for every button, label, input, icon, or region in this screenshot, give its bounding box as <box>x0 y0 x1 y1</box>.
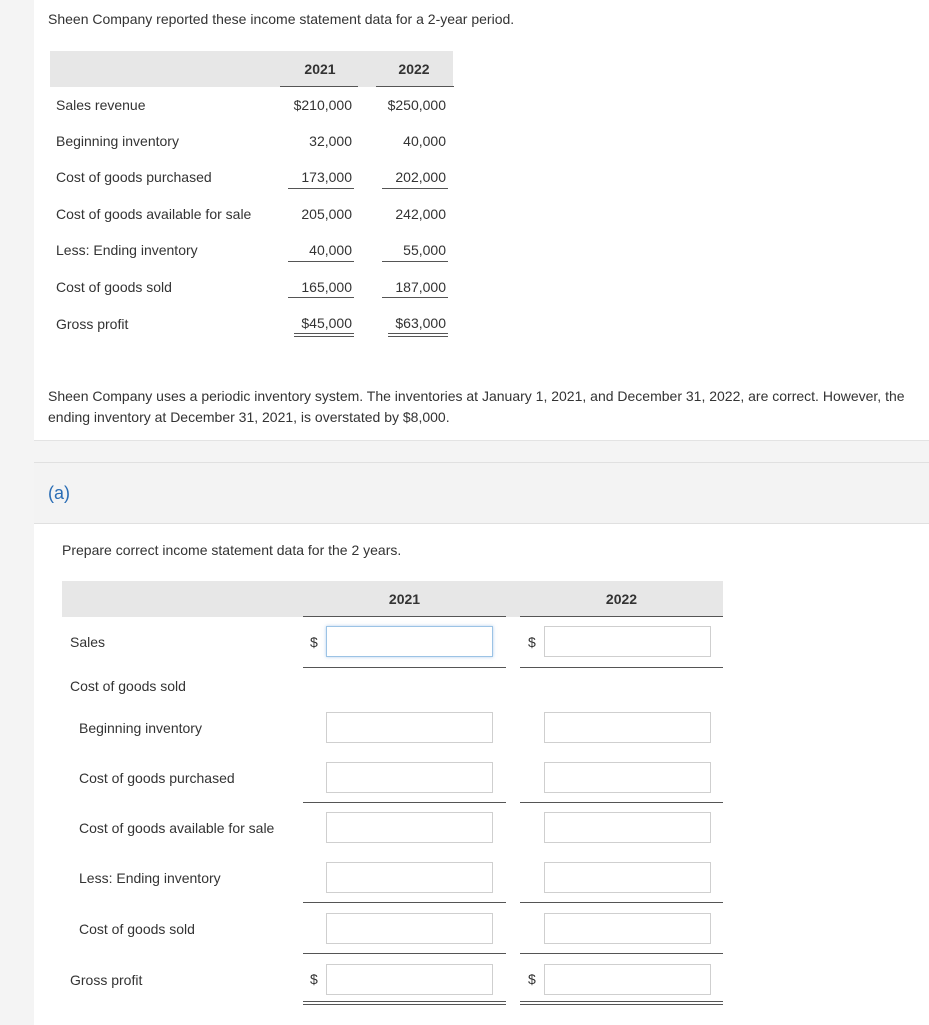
answer-header-year-2022: 2022 <box>605 591 638 607</box>
value-gross-2021: $45,000 <box>301 315 352 331</box>
value-available-2022: 242,000 <box>395 206 446 222</box>
ending-inventory-2021-input[interactable] <box>326 862 493 893</box>
beginning-inventory-2022-input[interactable] <box>544 712 711 743</box>
value-cogs-2022: 187,000 <box>395 279 446 295</box>
answer-header-year-2021: 2021 <box>388 591 421 607</box>
underline <box>288 297 354 298</box>
row-label-gross-profit: Gross profit <box>56 316 129 332</box>
part-a-card <box>34 462 929 1025</box>
value-beginning-2021: 32,000 <box>309 133 352 149</box>
problem-card <box>34 0 929 441</box>
underline <box>382 188 448 189</box>
underline <box>520 667 723 668</box>
cost-available-2022-input[interactable] <box>544 812 711 843</box>
part-a-instruction: Prepare correct income statement data for the 2 years. <box>62 542 402 558</box>
underline <box>382 261 448 262</box>
underline <box>303 667 506 668</box>
problem-intro: Sheen Company reported these income statement data for a 2-year period. <box>48 11 515 27</box>
value-ending-2021: 40,000 <box>309 242 352 258</box>
gross-profit-2022-input[interactable] <box>544 964 711 995</box>
header-underline-2021 <box>280 86 358 87</box>
row-label-cost-available: Cost of goods available for sale <box>56 206 252 222</box>
beginning-inventory-2021-input[interactable] <box>326 712 493 743</box>
double-underline <box>303 1001 506 1005</box>
underline <box>520 902 723 903</box>
double-underline <box>520 1001 723 1005</box>
cost-purchased-2021-input[interactable] <box>326 762 493 793</box>
dollar-sign: $ <box>528 634 536 650</box>
dollar-sign: $ <box>310 634 318 650</box>
value-cogs-2021: 165,000 <box>301 279 352 295</box>
row-label-cogs: Cost of goods sold <box>56 279 172 295</box>
cogs-2022-input[interactable] <box>544 913 711 944</box>
value-purchased-2022: 202,000 <box>395 169 446 185</box>
header-year-2022: 2022 <box>398 61 430 77</box>
value-gross-2022: $63,000 <box>395 315 446 331</box>
value-beginning-2022: 40,000 <box>403 133 446 149</box>
row-label-ending-inventory: Less: Ending inventory <box>56 242 198 258</box>
answer-label-ending-inventory: Less: Ending inventory <box>79 870 221 886</box>
sales-2021-input[interactable] <box>326 626 493 657</box>
answer-label-sales: Sales <box>70 634 106 650</box>
underline <box>520 802 723 803</box>
row-label-sales-revenue: Sales revenue <box>56 97 146 113</box>
sales-2022-input[interactable] <box>544 626 711 657</box>
underline <box>303 616 506 617</box>
row-label-cost-purchased: Cost of goods purchased <box>56 169 212 185</box>
ending-inventory-2022-input[interactable] <box>544 862 711 893</box>
answer-label-cost-purchased: Cost of goods purchased <box>79 770 235 786</box>
gross-profit-2021-input[interactable] <box>326 964 493 995</box>
answer-label-cogs: Cost of goods sold <box>79 921 195 937</box>
problem-paragraph: Sheen Company uses a periodic inventory system. The inventories at January 1, 2021, and December 31, 2022, are correct. However, the ending inventory at December 31, 2021, is overstated by $8,000. <box>48 388 905 425</box>
value-purchased-2021: 173,000 <box>301 169 352 185</box>
answer-label-cost-available: Cost of goods available for sale <box>79 820 275 836</box>
cogs-2021-input[interactable] <box>326 913 493 944</box>
underline <box>288 188 354 189</box>
part-a-label: (a) <box>48 483 70 503</box>
header-year-2021: 2021 <box>304 61 336 77</box>
value-available-2021: 205,000 <box>301 206 352 222</box>
value-sales-2021: $210,000 <box>293 97 352 113</box>
underline <box>303 953 506 954</box>
underline <box>520 616 723 617</box>
dollar-sign: $ <box>310 971 318 987</box>
double-underline <box>294 333 354 337</box>
underline <box>303 802 506 803</box>
header-underline-2022 <box>376 86 454 87</box>
underline <box>382 297 448 298</box>
answer-label-gross-profit: Gross profit <box>70 972 143 988</box>
dollar-sign: $ <box>528 971 536 987</box>
underline <box>288 261 354 262</box>
value-sales-2022: $250,000 <box>387 97 446 113</box>
answer-label-beginning-inventory: Beginning inventory <box>79 720 202 736</box>
row-label-beginning-inventory: Beginning inventory <box>56 133 179 149</box>
answer-label-cogs-heading: Cost of goods sold <box>70 678 186 694</box>
cost-purchased-2022-input[interactable] <box>544 762 711 793</box>
cost-available-2021-input[interactable] <box>326 812 493 843</box>
double-underline <box>388 333 448 337</box>
value-ending-2022: 55,000 <box>403 242 446 258</box>
underline <box>520 953 723 954</box>
part-a-header <box>34 463 929 524</box>
underline <box>303 902 506 903</box>
